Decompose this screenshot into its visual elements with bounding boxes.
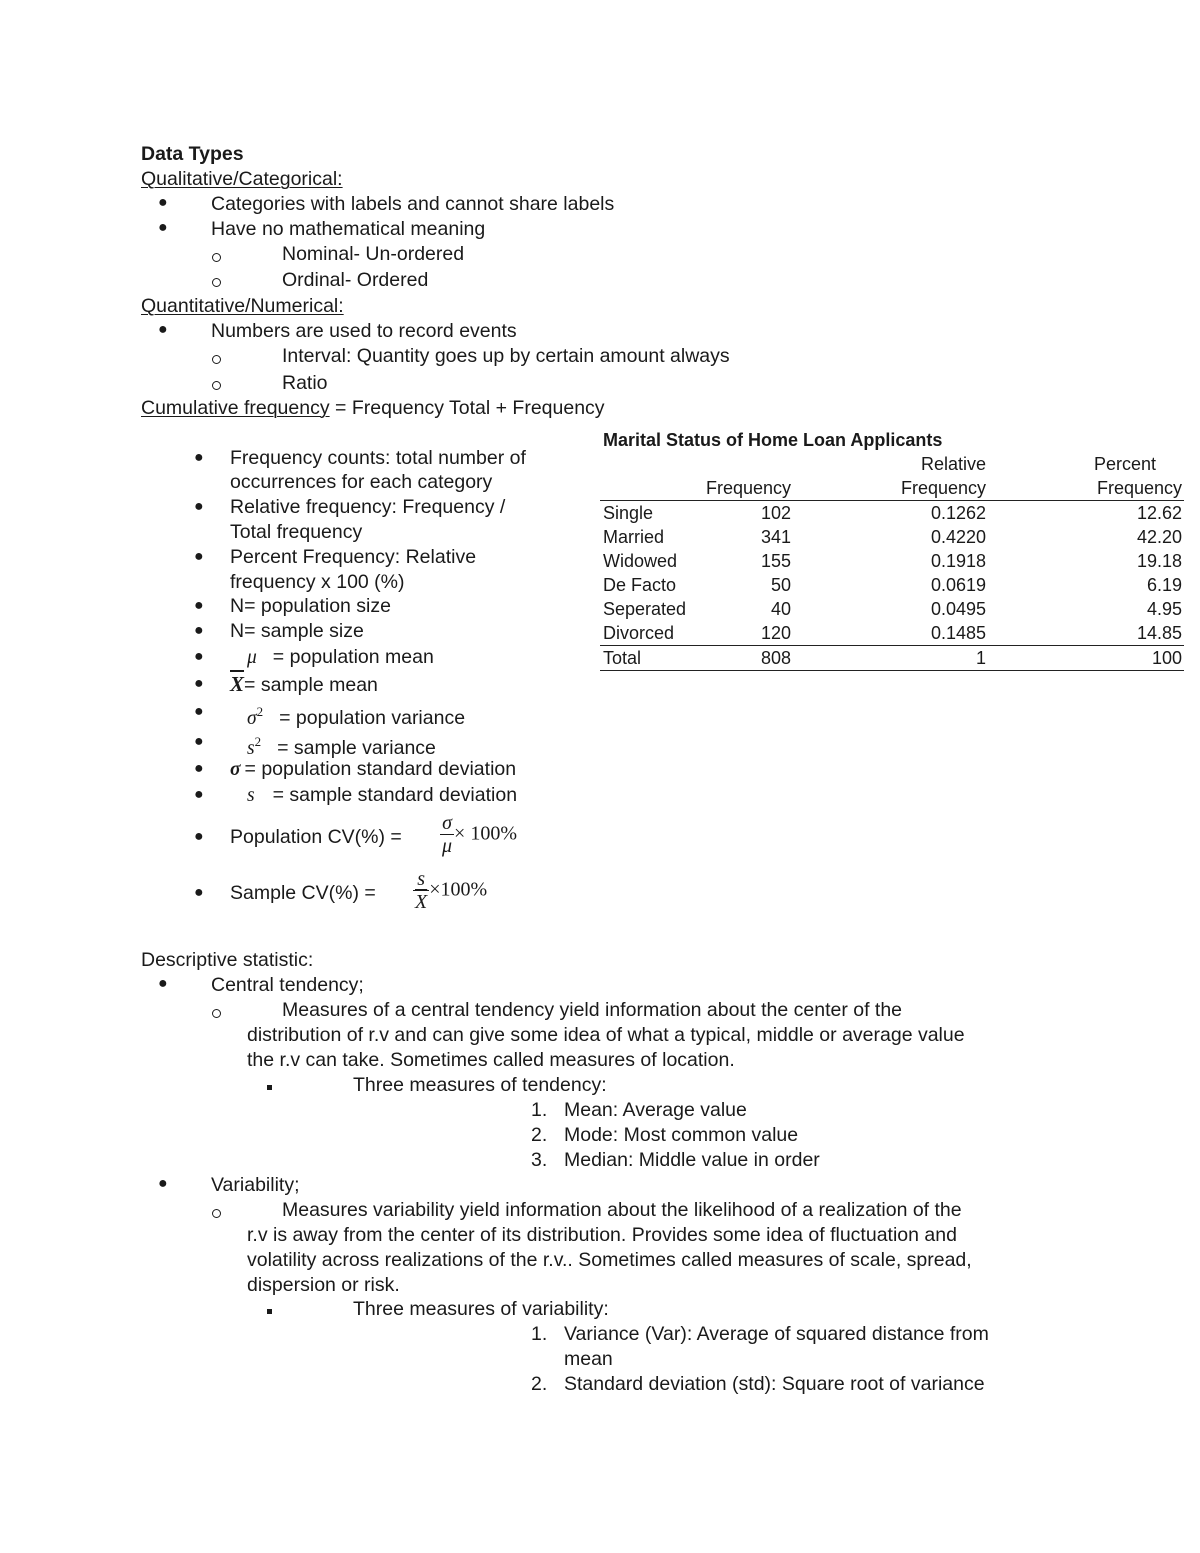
bullet-icon: ● — [158, 1175, 168, 1192]
paragraph-line: the r.v can take. Sometimes called measures of location. — [247, 1049, 735, 1071]
table-row — [600, 621, 1184, 645]
paragraph-line: Measures variability yield information about the likelihood of a realization of the — [282, 1199, 962, 1221]
table-cell-frequency: 120 — [760, 623, 791, 643]
sigma-symbol: σ — [230, 759, 241, 780]
sample-cv-formula — [413, 868, 487, 913]
cumulative-term: Cumulative frequency — [141, 397, 330, 419]
list-item: Central tendency; — [211, 974, 364, 996]
table-cell-percent: 6.19 — [1146, 575, 1182, 595]
table-cell-status: Widowed — [603, 551, 678, 571]
table-cell-status: Divorced — [603, 623, 675, 643]
column-header-relative-bottom: Frequency — [900, 478, 986, 498]
population-cv-formula — [440, 812, 517, 857]
bullet-icon: ● — [158, 194, 168, 211]
table-row — [600, 549, 1184, 573]
xbar-definition: = sample mean — [244, 674, 378, 696]
table-cell-relative: 0.4220 — [930, 527, 986, 547]
list-item: occurrences for each category — [230, 471, 493, 493]
marital-status-table — [600, 428, 1184, 671]
list-item: Ordinal- Ordered — [282, 269, 429, 291]
sigma-definition: = population standard deviation — [244, 758, 517, 780]
list-item: Have no mathematical meaning — [211, 218, 486, 240]
table-row — [600, 597, 1184, 621]
list-item: N= sample size — [230, 620, 364, 642]
list-item: N= population size — [230, 595, 391, 617]
bullet-icon: ● — [194, 703, 204, 720]
s-symbol: s — [247, 785, 255, 806]
list-item: Three measures of variability: — [353, 1298, 609, 1320]
cumulative-frequency-line — [141, 396, 605, 420]
table-cell-relative: 0.1262 — [930, 503, 986, 523]
sigma-squared-symbol: σ — [247, 707, 257, 729]
circle-bullet-icon — [212, 372, 221, 396]
list-item: Numbers are used to record events — [211, 320, 517, 342]
xbar-symbol: $\overline{X}$ — [230, 672, 245, 696]
table-row — [600, 501, 1184, 525]
table-cell-status: Single — [603, 503, 654, 523]
list-item — [230, 672, 378, 697]
list-item: Interval: Quantity goes up by certain amount always — [282, 345, 730, 367]
fraction-numerator: σ — [440, 812, 454, 835]
table-cell-percent: 42.20 — [1136, 527, 1182, 547]
list-item: Categories with labels and cannot share labels — [211, 193, 615, 215]
bullet-icon: ● — [194, 548, 204, 565]
table-header — [600, 452, 1184, 501]
paragraph-line: distribution of r.v and can give some idea of what a typical, middle or average value — [247, 1024, 965, 1046]
circle-bullet-icon — [212, 346, 221, 370]
list-item: Variance (Var): Average of squared distance from — [564, 1323, 989, 1345]
list-item: Ratio — [282, 372, 328, 394]
bullet-icon: ● — [194, 760, 204, 777]
fraction-numerator: s — [413, 868, 429, 891]
table-cell-percent: 14.85 — [1136, 623, 1182, 643]
table-cell-percent: 4.95 — [1146, 599, 1182, 619]
table-row — [600, 525, 1184, 549]
square-bullet-icon — [267, 1072, 272, 1096]
descriptive-heading: Descriptive statistic: — [141, 949, 314, 971]
table-cell-percent: 19.18 — [1136, 551, 1182, 571]
bullet-icon: ● — [194, 648, 204, 665]
number-marker: 1. — [531, 1323, 548, 1345]
paragraph-line: Measures of a central tendency yield information about the center of the — [282, 999, 903, 1021]
table-cell-percent: 12.62 — [1136, 503, 1182, 523]
table-cell-frequency: 341 — [760, 527, 791, 547]
s-squared-symbol: s — [247, 737, 255, 759]
list-item: Frequency counts: total number of — [230, 447, 526, 469]
table-cell-frequency: 102 — [760, 503, 791, 523]
list-item: Variability; — [211, 1174, 300, 1196]
list-item: Nominal- Un-ordered — [282, 243, 465, 265]
s-definition: = sample standard deviation — [272, 784, 518, 806]
column-header-percent-bottom: Frequency — [1096, 478, 1182, 498]
qualitative-heading: Qualitative/Categorical: — [141, 168, 343, 190]
bullet-icon: ● — [194, 597, 204, 614]
page-heading: Data Types — [141, 143, 244, 165]
table-cell-frequency: 40 — [770, 599, 791, 619]
table-title: Marital Status of Home Loan Applicants — [603, 430, 943, 450]
column-header-frequency: Frequency — [705, 478, 791, 498]
paragraph-line: dispersion or risk. — [247, 1274, 400, 1296]
list-item: Mean: Average value — [564, 1099, 747, 1121]
table-cell-status: Married — [603, 527, 665, 547]
sigma-squared-definition: = population variance — [279, 706, 466, 729]
list-item — [230, 757, 516, 782]
circle-bullet-icon — [212, 244, 221, 268]
bullet-icon: ● — [194, 449, 204, 466]
circle-bullet-icon — [212, 269, 221, 293]
bullet-icon: ● — [194, 786, 204, 803]
table-cell-status: Seperated — [603, 599, 687, 619]
table-row — [600, 573, 1184, 597]
table-cell-frequency: 50 — [770, 575, 791, 595]
quantitative-heading: Quantitative/Numerical: — [141, 295, 344, 317]
bullet-icon: ● — [158, 219, 168, 236]
number-marker: 1. — [531, 1099, 548, 1121]
list-item: Median: Middle value in order — [564, 1149, 820, 1171]
column-header-relative-top: Relative — [920, 454, 986, 474]
list-item: Total frequency — [230, 521, 363, 543]
circle-bullet-icon — [212, 1200, 221, 1224]
times-100-percent: × 100% — [454, 822, 517, 845]
bullet-icon: ● — [194, 498, 204, 515]
times-100-percent: ×100% — [429, 878, 488, 901]
list-item: frequency x 100 (%) — [230, 571, 405, 593]
number-marker: 3. — [531, 1149, 548, 1171]
exponent: 2 — [256, 704, 264, 719]
list-item — [230, 700, 465, 731]
table-cell-frequency: 808 — [760, 648, 791, 668]
bullet-icon: ● — [194, 675, 204, 692]
bullet-icon: ● — [194, 622, 204, 639]
bullet-icon: ● — [158, 321, 168, 338]
column-header-percent-top: Percent — [1093, 454, 1156, 474]
fraction-denominator: μ — [442, 835, 453, 857]
list-item: Three measures of tendency: — [353, 1074, 607, 1096]
fraction-denominator: X — [415, 891, 428, 913]
population-cv-label: Population CV(%) = — [230, 826, 402, 848]
table-cell-percent: 100 — [1151, 648, 1182, 668]
number-marker: 2. — [531, 1124, 548, 1146]
mu-definition: = population mean — [272, 646, 434, 668]
list-item: Percent Frequency: Relative — [230, 546, 477, 568]
mu-symbol: μ — [247, 647, 257, 668]
table-cell-status: Total — [603, 648, 642, 668]
list-item — [230, 730, 436, 761]
table-cell-relative: 0.0619 — [930, 575, 986, 595]
circle-bullet-icon — [212, 1000, 221, 1024]
list-item — [230, 645, 434, 670]
table-cell-status: De Facto — [603, 575, 677, 595]
list-item-continuation: mean — [564, 1348, 613, 1370]
s-squared-definition: = sample variance — [277, 736, 436, 759]
bullet-icon: ● — [194, 828, 204, 845]
sample-cv-label: Sample CV(%) = — [230, 882, 376, 904]
table-cell-relative: 0.1918 — [930, 551, 986, 571]
table-cell-relative: 0.1485 — [930, 623, 986, 643]
exponent: 2 — [254, 734, 262, 749]
paragraph-line: volatility across realizations of the r.v.. Sometimes called measures of scale, spread, — [247, 1249, 972, 1271]
table-cell-relative: 1 — [975, 648, 986, 668]
bullet-icon: ● — [158, 975, 168, 992]
list-item — [230, 783, 517, 808]
bullet-icon: ● — [194, 884, 204, 901]
number-marker: 2. — [531, 1373, 548, 1395]
list-item: Relative frequency: Frequency / — [230, 496, 506, 518]
square-bullet-icon — [267, 1296, 272, 1320]
bullet-icon: ● — [194, 733, 204, 750]
list-item: Standard deviation (std): Square root of variance — [564, 1373, 985, 1395]
table-cell-relative: 0.0495 — [930, 599, 986, 619]
cumulative-definition: = Frequency Total + Frequency — [329, 397, 605, 419]
paragraph-line: r.v is away from the center of its distribution. Provides some idea of fluctuation and — [247, 1224, 957, 1246]
table-total-row — [600, 645, 1184, 671]
list-item: Mode: Most common value — [564, 1124, 799, 1146]
table-cell-frequency: 155 — [760, 551, 791, 571]
